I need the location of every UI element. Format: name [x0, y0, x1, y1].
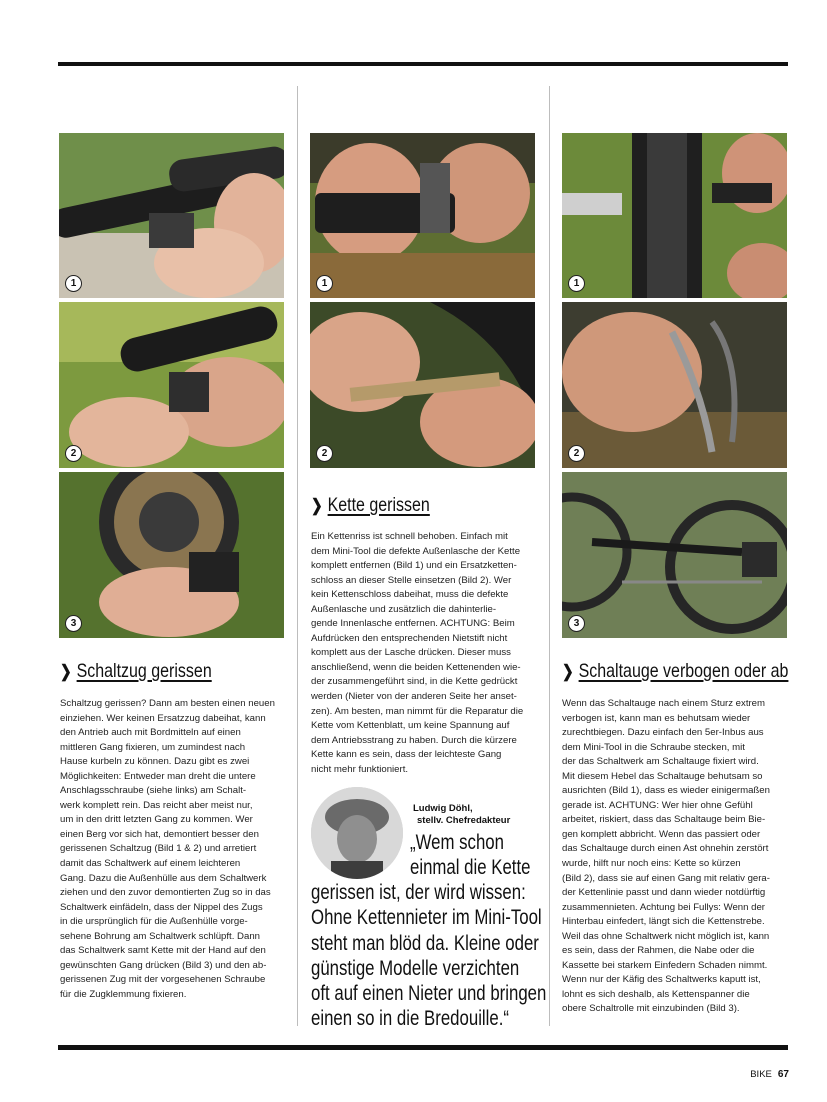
body-text-line: zurechtbiegen. Dazu einfach den 5er-Inbus aus [562, 727, 764, 739]
body-text-line: Weil das ohne Schaltwerk nicht möglich ist, kann [562, 930, 770, 942]
photo-shifter-cable [59, 133, 284, 298]
pull-quote-line: einen so in die Bredouille.“ [311, 1007, 509, 1030]
body-text-line: einziehen. Wer keinen Ersatzzug dabeihat, kann [60, 712, 266, 724]
body-text-line: Wenn nur der Käfig des Schaltwerks kaputt ist, [562, 974, 761, 986]
body-text-line: Schaltzug gerissen? Dann am besten einen neuen [60, 698, 275, 709]
bottom-rule [58, 1045, 788, 1050]
body-text-line: Anschlagsschraube (siehe links) am Schalt- [60, 785, 247, 797]
body-text-line: Mit diesem Hebel das Schaltauge behutsam so [562, 770, 763, 782]
body-text-line: werden (Nieter von der anderen Seite her anset- [311, 691, 517, 703]
body-text-line: der zusammengeführt sind, in die Kette gedrückt [311, 676, 518, 688]
article-body-kette [311, 530, 543, 777]
body-text-line: der Kettenlinie passt und dann wieder notdürftig [562, 887, 766, 899]
heading-kette [311, 494, 430, 517]
chevron-right-icon: ❯ [311, 496, 323, 515]
body-text-line: Kette vom Kettenblatt, um keine Spannung auf [311, 720, 510, 732]
pull-quote-line: Ohne Kettennieter im Mini-Tool [311, 906, 542, 929]
body-text-line: in die ursprünglich für die Außenhülle vorge- [60, 916, 248, 928]
body-text-line: gewünschten Gang drücken (Bild 3) und den ab- [60, 959, 267, 971]
photo-chain-tool [310, 133, 535, 298]
body-text-line: für die Zugklemmung fixieren. [60, 988, 187, 1000]
body-text-line: Außenlasche und zusätzlich die dahinterlie- [311, 603, 497, 615]
body-text-line: gerissenen Zug mit der vorgesehenen Schraube [60, 974, 266, 986]
body-text-line: zusammennieten. Achtung bei Fullys: Wenn der [562, 901, 766, 913]
photo-number-badge: 2 [316, 445, 333, 462]
heading-text: Kette gerissen [327, 494, 430, 516]
quote-attribution [413, 803, 510, 827]
heading-text: Schaltzug gerissen [76, 660, 212, 682]
pull-quote-line: einmal die Kette [410, 856, 531, 879]
body-text-line: Wenn das Schaltauge nach einem Sturz extrem [562, 698, 766, 709]
body-text-line: zen). Am besten, man nimmt für die Reparatur die [311, 705, 524, 717]
body-text-line: mittleren Gang fixieren, um zumindest nach [60, 741, 246, 753]
photo-number-badge: 1 [568, 275, 585, 292]
photo-number-badge: 1 [316, 275, 333, 292]
heading-schaltauge [562, 660, 788, 683]
body-text-line: das Schaltauge durch einen Ast ohnehin zerstört [562, 843, 769, 855]
pull-quote-line: gerissen ist, der wird wissen: [311, 881, 526, 904]
body-text-line: ausrichten (Bild 1), dass es wieder einigermaßen [562, 785, 770, 797]
body-text-line: Ein Kettenriss ist schnell behoben. Einfach mit [311, 531, 508, 542]
body-text-line: kein Kettenschloss dabeihat, muss die defekte [311, 589, 509, 601]
body-text-line: gende Innenlasche entfernen. ACHTUNG: Beim [311, 618, 515, 630]
body-text-line: einen Berg vor sich hat, demontiert besser den [60, 828, 259, 840]
pull-quote-line: günstige Modelle verzichten [311, 957, 520, 980]
body-text-line: komplett entfernen (Bild 1) und ein Ersatzketten- [311, 560, 517, 572]
quote-author-name: Ludwig Döhl, [413, 803, 473, 814]
pull-quote-line: oft auf einen Nieter und bringen [311, 982, 547, 1005]
pull-quote-line: „Wem schon [410, 831, 504, 854]
photo-bike-chain-tensioner [562, 472, 787, 638]
body-text-line: den Antrieb auch mit Bordmitteln auf einen [60, 727, 241, 739]
body-text-line: um in den dritt letzten Gang zu kommen. Wer [60, 814, 253, 826]
article-body-schaltauge [562, 697, 794, 1017]
photo-derailleur-cassette [59, 472, 284, 638]
body-text-line: dem Antriebsstrang zu haben. Durch die kürzere [311, 734, 517, 746]
body-text-line: nicht mehr funktioniert. [311, 763, 409, 775]
photo-chain-link [310, 302, 535, 468]
photo-derailleur-hanger [562, 133, 787, 298]
body-text-line: (Bild 2), dass sie auf einen Gang mit relativ gera- [562, 872, 770, 884]
body-text-line: sehene Bohrung am Schaltwerk schlüpft. Dann [60, 930, 260, 942]
body-text-line: komplett aus der Lasche drücken. Dieser muss [311, 647, 511, 659]
page-number: 67 [777, 1069, 789, 1080]
body-text-line: lohnt es sich deshalb, als Kettenspanner die [562, 988, 750, 1000]
photo-chain-shortening [562, 302, 787, 468]
body-text-line: obere Schaltrolle mit einzubinden (Bild 3). [562, 1003, 740, 1015]
body-text-line: Schaltwerk einfädeln, dass der Nippel des Zugs [60, 901, 263, 913]
photo-shifter-hands [59, 302, 284, 468]
page-footer [750, 1069, 789, 1080]
photo-number-badge: 2 [568, 445, 585, 462]
body-text-line: anschließend, wenn die beiden Kettenenden wie- [311, 661, 521, 673]
heading-text: Schaltauge verbogen oder ab [578, 660, 789, 682]
body-text-line: ziehen und den zuvor demontierten Zug so in das [60, 887, 271, 899]
body-text-line: Hause kurbeln zu können. Dazu gibt es zwei [60, 756, 250, 768]
body-text-line: gerade ist. ACHTUNG: Wer hier ohne Gefühl [562, 799, 753, 811]
column-divider [297, 86, 298, 1026]
chevron-right-icon: ❯ [562, 662, 574, 681]
body-text-line: dem Mini-Tool die defekte Außenlasche der Kette [311, 545, 521, 557]
body-text-line: wurde, hilft nur noch eins: Kette so kürzen [562, 858, 741, 870]
pull-quote-line: steht man blöd da. Kleine oder [311, 932, 539, 955]
photo-number-badge: 3 [568, 615, 585, 632]
body-text-line: dem Mini-Tool in die Schraube stecken, mit [562, 741, 745, 753]
body-text-line: gen komplett abbricht. Wenn das passiert oder [562, 828, 761, 840]
body-text-line: gerissenen Schaltzug (Bild 1 & 2) und arretiert [60, 843, 257, 855]
quote-author-role: stellv. Chefredakteur [417, 815, 511, 826]
body-text-line: der das Schaltwerk am Schaltauge fixiert wird. [562, 756, 759, 768]
body-text-line: das Schaltwerk samt Kette mit der Hand auf den [60, 945, 266, 957]
magazine-name: BIKE [750, 1069, 772, 1080]
body-text-line: Aufdrücken den entsprechenden Nietstift nicht [311, 632, 508, 644]
body-text-line: verbogen ist, kann man es behutsam wieder [562, 712, 751, 724]
photo-number-badge: 2 [65, 445, 82, 462]
body-text-line: Kassette bei starkem Einfedern Schaden nimmt. [562, 959, 768, 971]
heading-schaltzug [60, 660, 212, 683]
body-text-line: Kette kann es sein, dass der leichteste Gang [311, 749, 502, 761]
top-rule [58, 62, 788, 66]
photo-number-badge: 3 [65, 615, 82, 632]
chevron-right-icon: ❯ [60, 662, 72, 681]
column-divider [549, 86, 550, 1026]
photo-number-badge: 1 [65, 275, 82, 292]
author-portrait [311, 787, 403, 879]
body-text-line: Hinterbau einfedert, längt sich die Kettenstrebe. [562, 916, 765, 928]
body-text-line: damit das Schaltwerk auf einem leichteren [60, 858, 241, 870]
body-text-line: schloss an dieser Stelle einsetzen (Bild 2). Wer [311, 574, 512, 586]
body-text-line: werk komplett rein. Das reicht aber meist nur, [60, 799, 253, 811]
body-text-line: es sein, dass der Rahmen, die Nabe oder die [562, 945, 755, 957]
body-text-line: Möglichkeiten: Entweder man dreht die untere [60, 770, 256, 782]
body-text-line: Gang. Dazu die Außenhülle aus dem Schaltwerk [60, 872, 267, 884]
body-text-line: arbeitet, riskiert, dass das Schaltauge beim Bie- [562, 814, 766, 826]
article-body-schaltzug [60, 697, 292, 1002]
